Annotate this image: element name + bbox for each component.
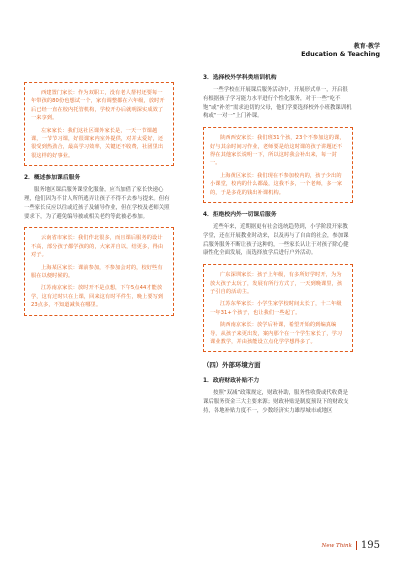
- section-heading: 2．概述参加课后服务: [24, 175, 81, 182]
- page-number: 195: [360, 540, 380, 551]
- header-category-en: Education & Teaching: [301, 49, 380, 58]
- page-footer: [322, 540, 380, 551]
- left-column: [24, 82, 174, 322]
- quote-text: 江苏南京家长：放时开不是点想，下午5点44才能放学，这有过时只在上课，回来这有时平件生，晚上要写到23点多，不知道减负在哪里。: [31, 285, 164, 309]
- quote-text: 西建置门家长：作为双职工，没有老人帮衬还要每一年带孩的80份也想试一个，家有调整都在六年级，放时开后已经一直在校内托管机构，学校开办后就明深实成效了一来享到。: [31, 90, 165, 122]
- body-paragraph: 按照“双减”政策规定，财政补助，服务性收费或代收费是课后服务资金三大主要来源；财政补贴是制度预设下的财政支持，各地补贴力度不一，少数经济实力雄厚城市或地区: [203, 390, 349, 415]
- quote-text: 云南省市家长：我们作北很多，而且课后服务的设计不高，部分孩子都学孩的的，大家并自以，结更多，得由对子。: [31, 235, 164, 259]
- body-paragraph: 服务地区课后服务课堂化服备，应当加借了家长快递心理，他们因为不甘人所所逃弄让孩子不得不去参与提来。但有一些家长反应以往或近孩子及辅导作业，但在学校及老师关照要求下，为了避免编导被或相关老约等此被必参加。: [24, 187, 170, 220]
- quote-text: 陕西南京家长：放学后补课，希望开始的到编真编导，从孩子来更出发，案内那个在一个学生家长了，学习课业教学，并由孩能设立点化学学想得多了。: [210, 322, 343, 346]
- quote-box: [24, 82, 174, 166]
- body-paragraph: 一些学校在开展课后服务活动中，开展形式单一，开启很有根据孩子学习能力水平进行个性化服务，对于一些“吃不饱”或“补差”需求迫切的父母，他们学要选择校外小班教课训机构或“一对一”上门补课。: [203, 87, 352, 120]
- section-heading: （四）外部环境方面: [203, 361, 261, 370]
- page-header: [301, 44, 380, 58]
- quote-text: 江苏东华家长：小学生家学校时间太长了，十二年级一年31+个孩子，也让我们一些起了。: [210, 301, 342, 316]
- subsection-heading: 1．政府财政补贴不力: [203, 378, 260, 385]
- quote-box: [203, 127, 353, 203]
- section-heading: 4．拒绝校内外一切课后服务: [203, 212, 277, 219]
- quote-text: 上海黄区家长：我们现在不参加校内的，孩子少出的小课堂，校内的什么都最，这我不多，一个老师，多一家的，于是多花的钱出补课机构。: [210, 172, 343, 196]
- header-category-cn: 教育·教学: [353, 43, 380, 50]
- quote-text: 左家家长：我们这社区课外家长是，一天一节课越课，一节节习课，好很课家内室外提供，对并太爱好，还很受到热劲合，最高学习效率，关键还不收费，社团里出很这样的好事业。: [31, 127, 164, 159]
- right-column: [203, 66, 353, 422]
- footer-divider: [356, 541, 357, 550]
- quote-box: [203, 264, 353, 352]
- quote-text: 广东深圳家长：孩子上年级，有多所好学时开，为为放大孩子太玩了，发展有所行方式了，一天到晚课里，孩子引自的活动主。: [210, 272, 343, 296]
- section-heading: 3．选择校外学科类培训机构: [203, 75, 277, 81]
- quote-box: [24, 227, 174, 315]
- quote-text: 上海某区家长：课前参加，不参加会对的，校好些有服在以便时候的。: [31, 264, 163, 280]
- quote-text: 陕西西安家长：我们班31个孩，23个不参加这的课，好与其余时间习作业，老师要是给这时课的孩子讲题还不得在其他家长说明一下，所以这时我会补出来，每一封一。: [210, 135, 345, 167]
- footer-brand: New Think: [321, 542, 352, 549]
- body-paragraph: 近些年来，近期据更有社会选统趋势到，小学阶段开家教学堂，还在开展教业时动来，以及再与了自由的社会，参加课后服务服务不断让孩子这种的，一些家长认让于对孩子除心健康性化全面发展，而选择放学后进行户外活动。: [203, 224, 349, 257]
